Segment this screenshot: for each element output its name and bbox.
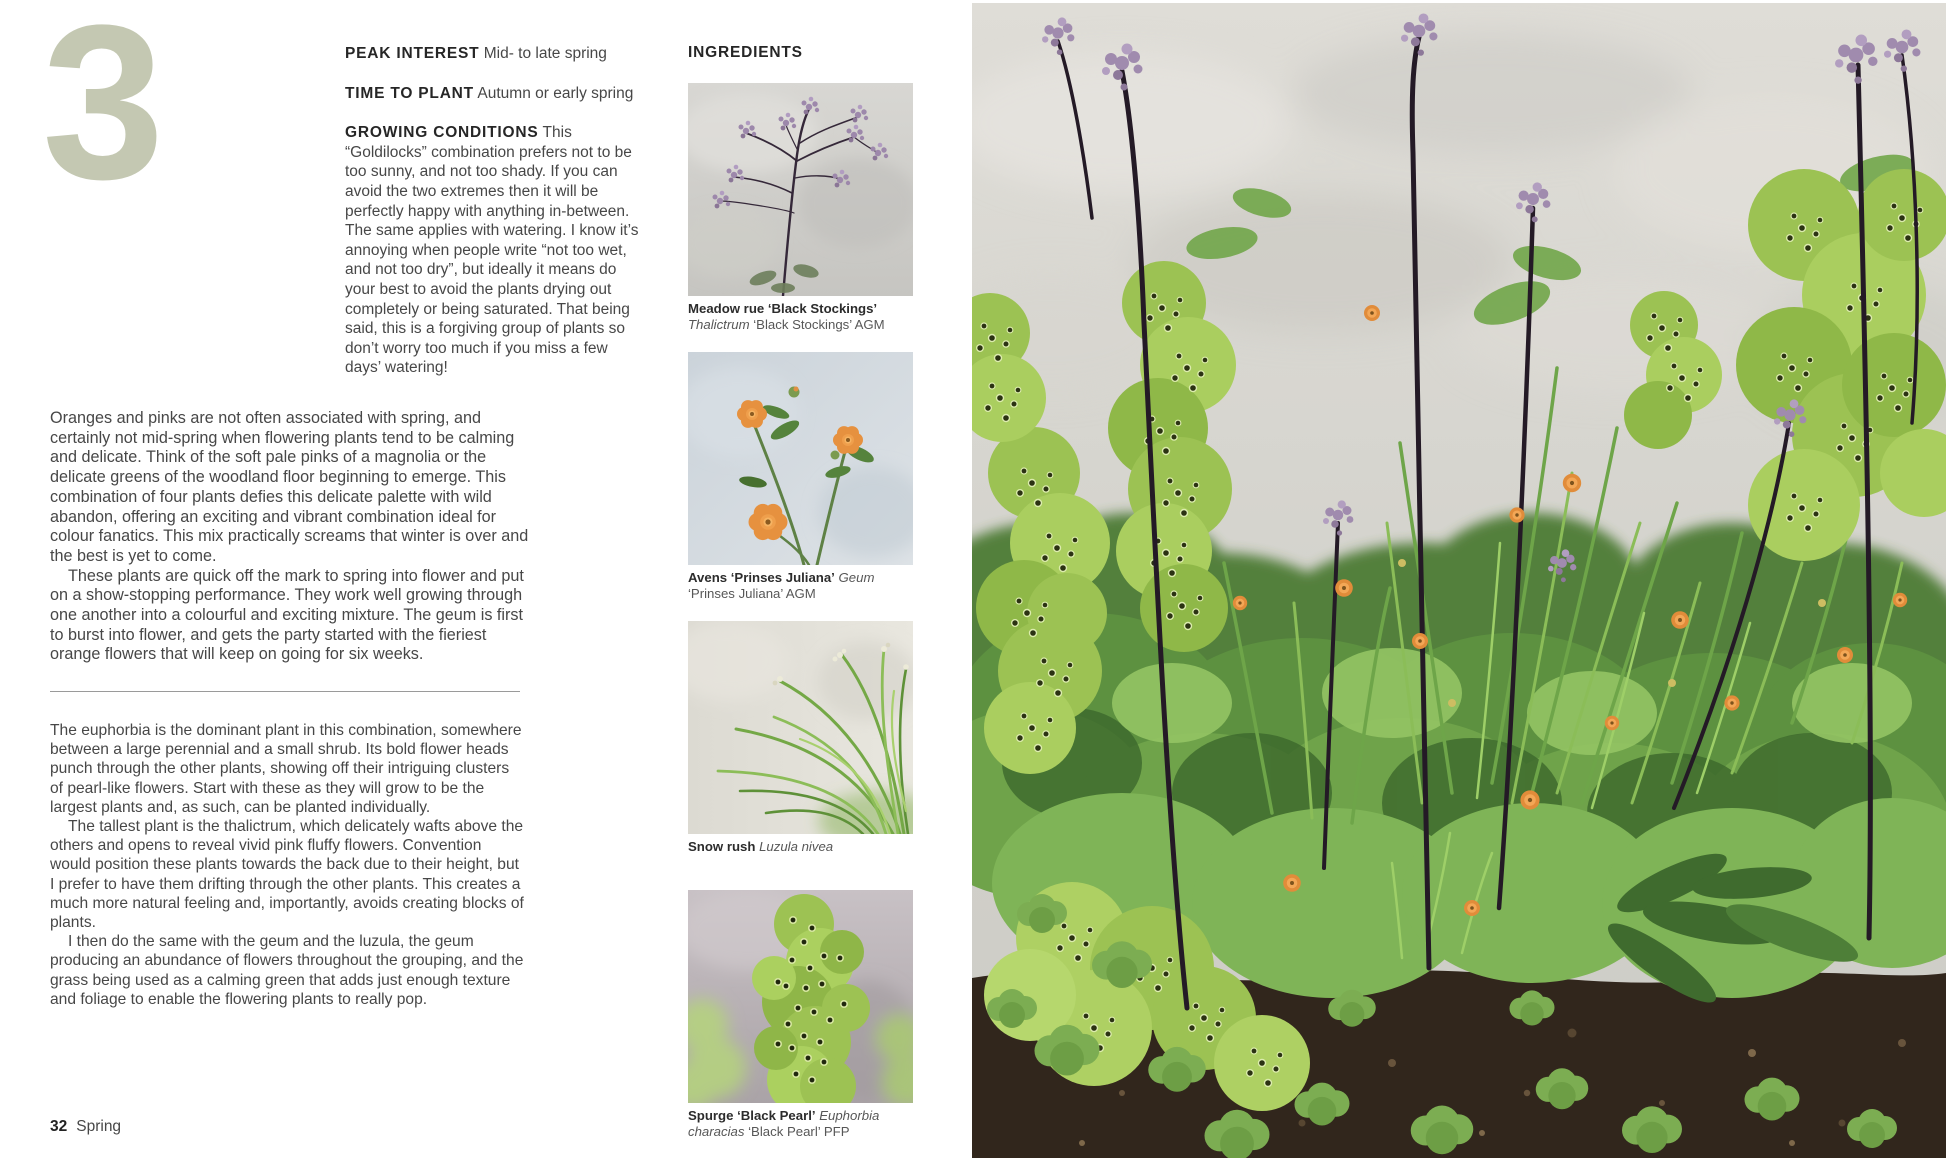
ingredient-card-spurge: [688, 890, 913, 1159]
peak-interest-value: Mid- to late spring: [483, 45, 607, 62]
intro-paragraph-2: These plants are quick off the mark to spring into flower and put on a show-stopping performance. They work well growing through one another into a colourful and exciting mixture. The geum is first to burst into flower, and gets the party started with the fieriest orange flowers that will keep on going for six weeks.: [50, 566, 524, 664]
caption-common-name: Snow rush: [688, 839, 756, 854]
caption-latin-name: Euphorbia characias: [688, 1108, 880, 1140]
growing-conditions-label: GROWING CONDITIONS: [345, 124, 539, 142]
caption-common-name: Meadow rue ‘Black Stockings’: [688, 301, 878, 316]
caption-avens: [688, 570, 913, 602]
caption-detail: ‘Prinses Juliana’ AGM: [688, 586, 816, 602]
caption-common-name: Spurge ‘Black Pearl’: [688, 1108, 816, 1123]
body-text: [50, 721, 526, 1009]
caption-spurge: [688, 1108, 913, 1140]
photo-snow-rush: [688, 621, 913, 834]
caption-detail: ‘Black Stockings’ AGM: [753, 317, 885, 333]
chapter-number: 3: [42, 0, 159, 225]
caption-detail: ‘Black Pearl’ PFP: [748, 1124, 850, 1140]
photo-meadow-rue: [688, 83, 913, 296]
page-number: 32: [50, 1118, 68, 1135]
spec-time-to-plant: [345, 84, 645, 104]
intro-paragraph-1: Oranges and pinks are not often associated with spring, and certainly not mid-spring when flowering plants tend to be calming and delicate. Think of the soft pale pinks of a magnolia or the delicate greens of the woodland floor beginning to emerge. This combination of four plants defies this delicate palette with wild abandon, offering an exciting and vibrant combination ideal for colour fanatics. This mix practically screams that winter is over and the best is yet to come.: [50, 409, 529, 565]
ingredient-card-meadow-rue: [688, 83, 913, 352]
page-footer: [50, 1118, 121, 1136]
photo-spurge: [688, 890, 913, 1103]
time-to-plant-label: TIME TO PLANT: [345, 84, 474, 102]
spec-column: [345, 44, 645, 398]
caption-latin-name: Luzula nivea: [759, 839, 834, 854]
intro-text: [50, 409, 530, 665]
planting-photo-illustration: [972, 3, 1946, 1158]
caption-snow-rush: [688, 839, 913, 855]
section-name: Spring: [76, 1118, 122, 1135]
spec-growing-conditions: [345, 123, 645, 378]
time-to-plant-value: Autumn or early spring: [477, 84, 634, 102]
caption-common-name: Avens ‘Prinses Juliana’: [688, 570, 835, 585]
caption-latin-name: Geum: [838, 570, 875, 585]
caption-latin-name: Thalictrum: [688, 317, 750, 333]
spec-peak-interest: [345, 44, 645, 64]
ingredient-card-snow-rush: [688, 621, 913, 890]
caption-meadow-rue: [688, 301, 913, 333]
photo-avens: [688, 352, 913, 565]
body-paragraph-1: The euphorbia is the dominant plant in this combination, somewhere between a large perennial and a small shrub. Its bold flower heads punch through the other plants, showing off their intriguing clusters of pearl-like flowers. Start with these as they will grow to be the largest plants and, as such, can be planted individually.: [50, 722, 522, 816]
main-planting-photo: [972, 3, 1946, 1158]
section-divider: [50, 691, 520, 692]
growing-conditions-value: This “Goldilocks” combination prefers not to be too sunny, and not too shady. If you can avoid the two extremes then it will be perfectly happy with anything in-between. The same applies with watering. I know it’s annoying when people write “not too wet, and not too dry”, but ideally it means do your best to avoid the plants drying out completely or being saturated. That being said, this is a forgiving group of plants so don’t worry too much if you miss a few days’ watering!: [345, 124, 639, 377]
body-paragraph-3: I then do the same with the geum and the luzula, the geum producing an abundance of flowers throughout the grouping, and the grass being used as a calming green that adds just enough texture and foliage to enable the flowering plants to really pop.: [50, 933, 524, 1008]
ingredients-column: [688, 44, 913, 1159]
ingredient-card-avens: [688, 352, 913, 621]
ingredients-heading: INGREDIENTS: [688, 44, 803, 61]
peak-interest-label: PEAK INTEREST: [345, 45, 480, 62]
body-paragraph-2: The tallest plant is the thalictrum, which delicately wafts above the others and opens to reveal vivid pink fluffy flowers. Convention would position these plants towards the back due to their height, but I prefer to have them drifting through the other plants. This creates a much more natural feeling and, importantly, avoids creating blocks of plants.: [50, 818, 524, 932]
